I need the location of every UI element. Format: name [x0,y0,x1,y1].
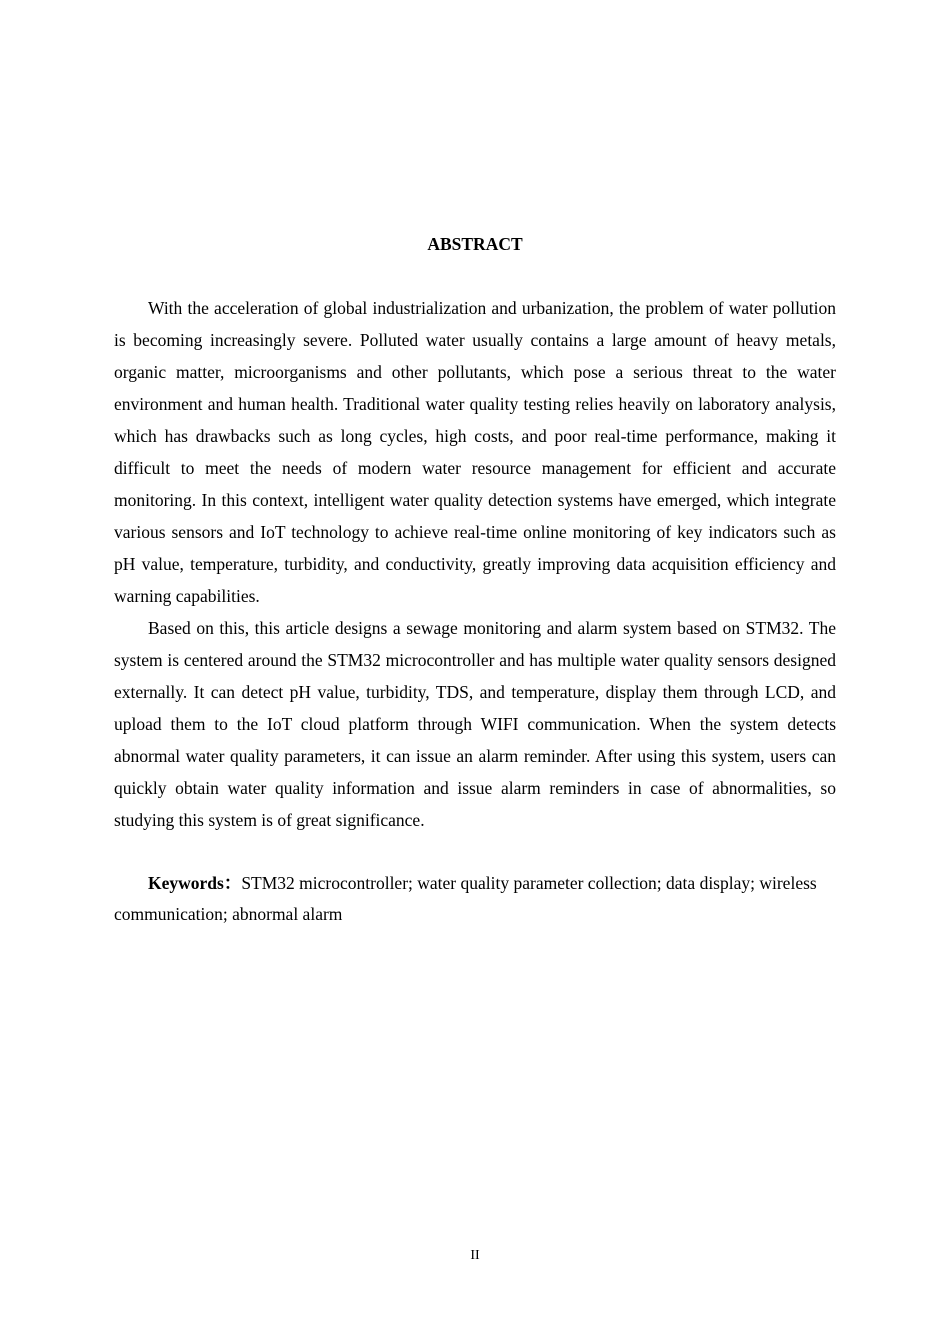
abstract-paragraph-1: With the acceleration of global industrialization and urbanization, the problem of water pollution is becoming increasingly severe. Polluted water usually contains a large amount of heavy metals, organic matter, microorganisms and other pollutants, which pose a serious threat to the water environment and human health. Traditional water quality testing relies heavily on laboratory analysis, which has drawbacks such as long cycles, high costs, and poor real-time performance, making it difficult to meet the needs of modern water resource management for efficient and accurate monitoring. In this context, intelligent water quality detection systems have emerged, which integrate various sensors and IoT technology to achieve real-time online monitoring of key indicators such as pH value, temperature, turbidity, and conductivity, greatly improving data acquisition efficiency and warning capabilities. [114,298,836,606]
keywords-block [114,868,836,930]
abstract-paragraph-2: Based on this, this article designs a sewage monitoring and alarm system based on STM32. The system is centered around the STM32 microcontroller and has multiple water quality sensors designed externally. It can detect pH value, turbidity, TDS, and temperature, display them through LCD, and upload them to the IoT cloud platform through WIFI communication. When the system detects abnormal water quality parameters, it can issue an alarm reminder. After using this system, users can quickly obtain water quality information and issue alarm reminders in case of abnormalities, so studying this system is of great significance. [114,618,836,830]
abstract-body [114,292,836,836]
keywords-label: Keywords： [148,873,242,893]
page-number: II [470,1248,480,1263]
abstract-heading: ABSTRACT [427,234,523,254]
keywords-text: STM32 microcontroller; water quality parameter collection; data display; wireless communication; abnormal alarm [114,873,817,924]
